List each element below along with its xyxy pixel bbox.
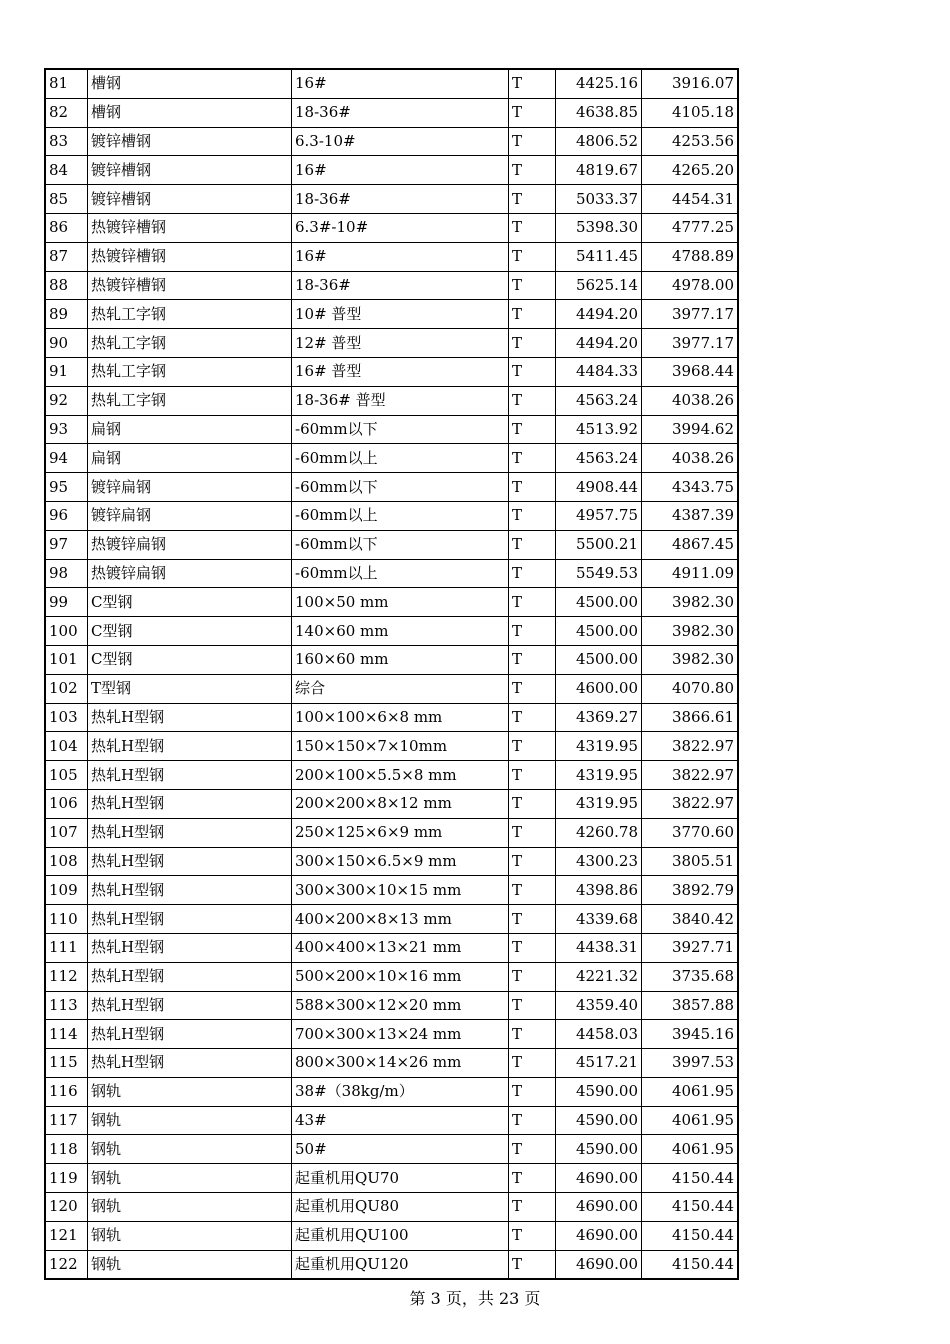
table-row [45,761,738,790]
row-number-cell: 92 [45,386,88,415]
item-name-cell: C型钢 [88,617,292,646]
item-name-cell: 热轧H型钢 [88,789,292,818]
item-spec-cell: 16# [292,156,509,185]
table-row [45,933,738,962]
price-without-tax-cell: 3927.71 [642,933,739,962]
price-without-tax-cell: 4061.95 [642,1135,739,1164]
item-spec-cell: -60mm以上 [292,444,509,473]
item-name-cell: 热轧H型钢 [88,876,292,905]
item-spec-cell: 160×60 mm [292,645,509,674]
table-row [45,818,738,847]
price-with-tax-cell: 4494.20 [556,300,642,329]
item-unit-cell: T [509,933,556,962]
item-name-cell: 热镀锌槽钢 [88,213,292,242]
item-name-cell: 热轧H型钢 [88,991,292,1020]
price-without-tax-cell: 3892.79 [642,876,739,905]
item-spec-cell: 100×50 mm [292,588,509,617]
row-number-cell: 122 [45,1250,88,1279]
price-without-tax-cell: 4150.44 [642,1193,739,1222]
item-name-cell: 热镀锌槽钢 [88,242,292,271]
item-name-cell: 热轧H型钢 [88,761,292,790]
row-number-cell: 91 [45,357,88,386]
row-number-cell: 85 [45,185,88,214]
price-with-tax-cell: 4517.21 [556,1049,642,1078]
price-with-tax-cell: 4500.00 [556,617,642,646]
item-name-cell: 热轧H型钢 [88,905,292,934]
item-spec-cell: 700×300×13×24 mm [292,1020,509,1049]
table-row [45,732,738,761]
item-name-cell: 钢轨 [88,1193,292,1222]
price-with-tax-cell: 4319.95 [556,789,642,818]
item-unit-cell: T [509,1193,556,1222]
table-row [45,703,738,732]
row-number-cell: 98 [45,559,88,588]
table-row [45,69,738,98]
table-row [45,185,738,214]
row-number-cell: 81 [45,69,88,98]
item-unit-cell: T [509,271,556,300]
row-number-cell: 117 [45,1106,88,1135]
table-row [45,1221,738,1250]
item-name-cell: 热轧工字钢 [88,386,292,415]
price-without-tax-cell: 3866.61 [642,703,739,732]
price-without-tax-cell: 3735.68 [642,962,739,991]
item-name-cell: 热轧H型钢 [88,703,292,732]
row-number-cell: 90 [45,329,88,358]
item-unit-cell: T [509,69,556,98]
table-row [45,156,738,185]
item-unit-cell: T [509,357,556,386]
item-unit-cell: T [509,761,556,790]
price-without-tax-cell: 3982.30 [642,588,739,617]
price-with-tax-cell: 4339.68 [556,905,642,934]
row-number-cell: 86 [45,213,88,242]
table-row [45,329,738,358]
item-name-cell: 热轧工字钢 [88,329,292,358]
item-unit-cell: T [509,1135,556,1164]
item-unit-cell: T [509,703,556,732]
price-without-tax-cell: 3916.07 [642,69,739,98]
item-spec-cell: -60mm以上 [292,559,509,588]
row-number-cell: 102 [45,674,88,703]
row-number-cell: 106 [45,789,88,818]
row-number-cell: 93 [45,415,88,444]
row-number-cell: 104 [45,732,88,761]
table-row [45,1135,738,1164]
price-with-tax-cell: 4425.16 [556,69,642,98]
item-unit-cell: T [509,818,556,847]
item-name-cell: 热镀锌扁钢 [88,530,292,559]
price-without-tax-cell: 4911.09 [642,559,739,588]
price-without-tax-cell: 4454.31 [642,185,739,214]
price-with-tax-cell: 4319.95 [556,761,642,790]
item-name-cell: 镀锌槽钢 [88,185,292,214]
item-spec-cell: 6.3-10# [292,127,509,156]
item-spec-cell: 起重机用QU80 [292,1193,509,1222]
table-row [45,1193,738,1222]
table-row [45,617,738,646]
table-row [45,789,738,818]
table-row [45,300,738,329]
table-row [45,127,738,156]
price-without-tax-cell: 3822.97 [642,789,739,818]
table-row [45,213,738,242]
price-with-tax-cell: 4221.32 [556,962,642,991]
item-unit-cell: T [509,501,556,530]
item-spec-cell: 起重机用QU120 [292,1250,509,1279]
item-unit-cell: T [509,156,556,185]
table-row [45,674,738,703]
price-with-tax-cell: 4563.24 [556,444,642,473]
item-unit-cell: T [509,789,556,818]
table-row [45,271,738,300]
price-table [44,68,739,1280]
item-unit-cell: T [509,617,556,646]
item-spec-cell: 16# [292,69,509,98]
price-with-tax-cell: 4500.00 [556,645,642,674]
item-name-cell: T型钢 [88,674,292,703]
price-with-tax-cell: 4590.00 [556,1077,642,1106]
price-without-tax-cell: 3822.97 [642,761,739,790]
price-without-tax-cell: 4150.44 [642,1164,739,1193]
item-spec-cell: 6.3#-10# [292,213,509,242]
item-spec-cell: -60mm以上 [292,501,509,530]
table-row [45,559,738,588]
item-unit-cell: T [509,415,556,444]
row-number-cell: 94 [45,444,88,473]
table-row [45,501,738,530]
price-with-tax-cell: 5398.30 [556,213,642,242]
row-number-cell: 115 [45,1049,88,1078]
price-without-tax-cell: 4061.95 [642,1077,739,1106]
price-without-tax-cell: 3770.60 [642,818,739,847]
table-row [45,991,738,1020]
price-with-tax-cell: 4359.40 [556,991,642,1020]
item-unit-cell: T [509,444,556,473]
item-spec-cell: -60mm以下 [292,530,509,559]
row-number-cell: 118 [45,1135,88,1164]
price-with-tax-cell: 5549.53 [556,559,642,588]
item-spec-cell: 起重机用QU70 [292,1164,509,1193]
item-name-cell: 热轧H型钢 [88,847,292,876]
price-with-tax-cell: 5625.14 [556,271,642,300]
table-row [45,588,738,617]
price-without-tax-cell: 3977.17 [642,329,739,358]
table-row [45,1164,738,1193]
item-unit-cell: T [509,588,556,617]
row-number-cell: 95 [45,473,88,502]
item-unit-cell: T [509,1221,556,1250]
item-spec-cell: 100×100×6×8 mm [292,703,509,732]
item-spec-cell: 250×125×6×9 mm [292,818,509,847]
row-number-cell: 82 [45,98,88,127]
price-without-tax-cell: 4105.18 [642,98,739,127]
item-unit-cell: T [509,905,556,934]
item-name-cell: 热轧工字钢 [88,300,292,329]
table-row [45,1250,738,1279]
price-with-tax-cell: 5033.37 [556,185,642,214]
table-row [45,415,738,444]
item-spec-cell: 800×300×14×26 mm [292,1049,509,1078]
item-spec-cell: 12# 普型 [292,329,509,358]
item-unit-cell: T [509,1250,556,1279]
row-number-cell: 87 [45,242,88,271]
row-number-cell: 101 [45,645,88,674]
row-number-cell: 84 [45,156,88,185]
price-with-tax-cell: 4690.00 [556,1250,642,1279]
price-without-tax-cell: 3968.44 [642,357,739,386]
price-with-tax-cell: 4819.67 [556,156,642,185]
item-spec-cell: 300×150×6.5×9 mm [292,847,509,876]
item-name-cell: 钢轨 [88,1135,292,1164]
price-without-tax-cell: 4788.89 [642,242,739,271]
item-name-cell: 钢轨 [88,1077,292,1106]
item-spec-cell: 18-36# [292,271,509,300]
item-name-cell: 热镀锌槽钢 [88,271,292,300]
item-spec-cell: 400×400×13×21 mm [292,933,509,962]
item-spec-cell: 588×300×12×20 mm [292,991,509,1020]
item-spec-cell: 18-36# 普型 [292,386,509,415]
row-number-cell: 97 [45,530,88,559]
item-name-cell: 扁钢 [88,444,292,473]
row-number-cell: 99 [45,588,88,617]
item-name-cell: 镀锌扁钢 [88,501,292,530]
table-row [45,386,738,415]
price-with-tax-cell: 4908.44 [556,473,642,502]
item-spec-cell: 50# [292,1135,509,1164]
price-without-tax-cell: 4867.45 [642,530,739,559]
item-spec-cell: 起重机用QU100 [292,1221,509,1250]
item-spec-cell: 10# 普型 [292,300,509,329]
row-number-cell: 110 [45,905,88,934]
item-unit-cell: T [509,1164,556,1193]
item-name-cell: 钢轨 [88,1164,292,1193]
price-without-tax-cell: 3982.30 [642,645,739,674]
item-unit-cell: T [509,674,556,703]
item-unit-cell: T [509,559,556,588]
row-number-cell: 121 [45,1221,88,1250]
item-spec-cell: 18-36# [292,185,509,214]
item-unit-cell: T [509,242,556,271]
item-name-cell: 热轧工字钢 [88,357,292,386]
price-with-tax-cell: 4690.00 [556,1164,642,1193]
item-unit-cell: T [509,645,556,674]
item-unit-cell: T [509,329,556,358]
row-number-cell: 103 [45,703,88,732]
price-without-tax-cell: 4265.20 [642,156,739,185]
row-number-cell: 116 [45,1077,88,1106]
row-number-cell: 89 [45,300,88,329]
table-row [45,1077,738,1106]
price-without-tax-cell: 3994.62 [642,415,739,444]
item-unit-cell: T [509,1106,556,1135]
row-number-cell: 114 [45,1020,88,1049]
row-number-cell: 113 [45,991,88,1020]
item-spec-cell: 38#（38kg/m） [292,1077,509,1106]
price-without-tax-cell: 3977.17 [642,300,739,329]
row-number-cell: 105 [45,761,88,790]
price-with-tax-cell: 4690.00 [556,1221,642,1250]
price-with-tax-cell: 4500.00 [556,588,642,617]
item-spec-cell: 16# 普型 [292,357,509,386]
item-name-cell: 热轧H型钢 [88,818,292,847]
price-with-tax-cell: 4260.78 [556,818,642,847]
table-row [45,1049,738,1078]
item-name-cell: 镀锌扁钢 [88,473,292,502]
price-with-tax-cell: 4438.31 [556,933,642,962]
table-row [45,847,738,876]
price-without-tax-cell: 4150.44 [642,1250,739,1279]
price-with-tax-cell: 5411.45 [556,242,642,271]
price-with-tax-cell: 4484.33 [556,357,642,386]
item-name-cell: C型钢 [88,588,292,617]
price-without-tax-cell: 3822.97 [642,732,739,761]
item-unit-cell: T [509,991,556,1020]
price-with-tax-cell: 4590.00 [556,1135,642,1164]
item-unit-cell: T [509,962,556,991]
table-row [45,242,738,271]
price-with-tax-cell: 4806.52 [556,127,642,156]
item-unit-cell: T [509,473,556,502]
item-spec-cell: -60mm以下 [292,473,509,502]
item-unit-cell: T [509,185,556,214]
table-row [45,962,738,991]
item-name-cell: 热轧H型钢 [88,1020,292,1049]
price-with-tax-cell: 4398.86 [556,876,642,905]
row-number-cell: 96 [45,501,88,530]
row-number-cell: 83 [45,127,88,156]
item-spec-cell: 150×150×7×10mm [292,732,509,761]
table-row [45,905,738,934]
row-number-cell: 112 [45,962,88,991]
item-spec-cell: 140×60 mm [292,617,509,646]
price-without-tax-cell: 4038.26 [642,386,739,415]
price-without-tax-cell: 4253.56 [642,127,739,156]
price-without-tax-cell: 4978.00 [642,271,739,300]
row-number-cell: 120 [45,1193,88,1222]
item-spec-cell: 综合 [292,674,509,703]
price-without-tax-cell: 4070.80 [642,674,739,703]
table-row [45,1020,738,1049]
price-with-tax-cell: 4563.24 [556,386,642,415]
item-name-cell: 钢轨 [88,1106,292,1135]
item-unit-cell: T [509,300,556,329]
item-name-cell: 热镀锌扁钢 [88,559,292,588]
item-name-cell: C型钢 [88,645,292,674]
table-row [45,444,738,473]
item-name-cell: 槽钢 [88,69,292,98]
price-without-tax-cell: 3840.42 [642,905,739,934]
price-without-tax-cell: 4150.44 [642,1221,739,1250]
price-with-tax-cell: 4590.00 [556,1106,642,1135]
item-unit-cell: T [509,1049,556,1078]
item-name-cell: 钢轨 [88,1250,292,1279]
item-name-cell: 槽钢 [88,98,292,127]
price-without-tax-cell: 4038.26 [642,444,739,473]
item-unit-cell: T [509,386,556,415]
price-with-tax-cell: 4369.27 [556,703,642,732]
item-unit-cell: T [509,876,556,905]
item-unit-cell: T [509,530,556,559]
row-number-cell: 119 [45,1164,88,1193]
price-without-tax-cell: 3982.30 [642,617,739,646]
price-with-tax-cell: 5500.21 [556,530,642,559]
price-with-tax-cell: 4319.95 [556,732,642,761]
row-number-cell: 88 [45,271,88,300]
item-unit-cell: T [509,127,556,156]
price-with-tax-cell: 4638.85 [556,98,642,127]
item-name-cell: 镀锌槽钢 [88,127,292,156]
item-name-cell: 热轧H型钢 [88,732,292,761]
item-name-cell: 热轧H型钢 [88,933,292,962]
price-with-tax-cell: 4300.23 [556,847,642,876]
row-number-cell: 111 [45,933,88,962]
price-with-tax-cell: 4494.20 [556,329,642,358]
item-spec-cell: 300×300×10×15 mm [292,876,509,905]
item-name-cell: 镀锌槽钢 [88,156,292,185]
item-spec-cell: 16# [292,242,509,271]
table-body [45,69,738,1279]
price-without-tax-cell: 3997.53 [642,1049,739,1078]
table-row [45,645,738,674]
item-name-cell: 热轧H型钢 [88,1049,292,1078]
price-without-tax-cell: 3805.51 [642,847,739,876]
item-unit-cell: T [509,847,556,876]
item-spec-cell: -60mm以下 [292,415,509,444]
item-name-cell: 钢轨 [88,1221,292,1250]
price-without-tax-cell: 4343.75 [642,473,739,502]
row-number-cell: 100 [45,617,88,646]
price-with-tax-cell: 4458.03 [556,1020,642,1049]
item-name-cell: 热轧H型钢 [88,962,292,991]
item-unit-cell: T [509,98,556,127]
table-row [45,1106,738,1135]
item-unit-cell: T [509,1077,556,1106]
item-spec-cell: 200×100×5.5×8 mm [292,761,509,790]
price-without-tax-cell: 3945.16 [642,1020,739,1049]
table-row [45,357,738,386]
price-with-tax-cell: 4513.92 [556,415,642,444]
item-name-cell: 扁钢 [88,415,292,444]
page-footer: 第 3 页，共 23 页 [409,1289,541,1308]
row-number-cell: 109 [45,876,88,905]
item-spec-cell: 18-36# [292,98,509,127]
table-row [45,530,738,559]
price-with-tax-cell: 4690.00 [556,1193,642,1222]
item-unit-cell: T [509,213,556,242]
price-without-tax-cell: 4777.25 [642,213,739,242]
table-row [45,473,738,502]
table-row [45,876,738,905]
item-spec-cell: 43# [292,1106,509,1135]
item-unit-cell: T [509,732,556,761]
row-number-cell: 108 [45,847,88,876]
price-with-tax-cell: 4957.75 [556,501,642,530]
price-with-tax-cell: 4600.00 [556,674,642,703]
price-without-tax-cell: 4387.39 [642,501,739,530]
item-spec-cell: 400×200×8×13 mm [292,905,509,934]
item-spec-cell: 200×200×8×12 mm [292,789,509,818]
table-row [45,98,738,127]
item-unit-cell: T [509,1020,556,1049]
price-without-tax-cell: 3857.88 [642,991,739,1020]
price-without-tax-cell: 4061.95 [642,1106,739,1135]
item-spec-cell: 500×200×10×16 mm [292,962,509,991]
row-number-cell: 107 [45,818,88,847]
